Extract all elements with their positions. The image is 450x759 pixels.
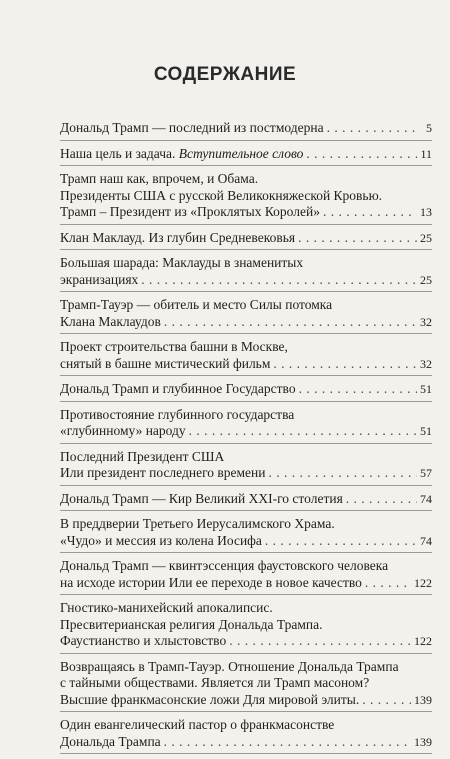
toc-entry-last-line bbox=[60, 465, 432, 482]
toc-entry-text bbox=[60, 491, 343, 508]
dot-leader bbox=[306, 146, 417, 163]
toc-entry bbox=[60, 558, 432, 595]
dot-leader bbox=[229, 633, 411, 650]
toc-entry-title: на исходе истории Или ее переходе в новое качество bbox=[60, 574, 362, 590]
toc-entry-last-line bbox=[60, 230, 432, 247]
toc-entry bbox=[60, 600, 432, 654]
page-number: 122 bbox=[414, 634, 432, 648]
toc-entry-title: Фаустианство и хлыстовство bbox=[60, 633, 227, 648]
toc-entry-line: Пресвитерианская религия Дональда Трампа. bbox=[60, 616, 323, 632]
toc-entry-text bbox=[60, 146, 303, 163]
dot-leader bbox=[273, 356, 417, 373]
toc-entry-last-line bbox=[60, 575, 432, 592]
dot-leader bbox=[298, 230, 417, 247]
toc-entry bbox=[60, 491, 432, 512]
toc-entry-last-line bbox=[60, 423, 432, 440]
toc-entry bbox=[60, 659, 432, 713]
toc-entry-last-line bbox=[60, 120, 432, 137]
page-number: 11 bbox=[420, 146, 432, 161]
toc-entry-title: Дональда Трампа bbox=[60, 733, 161, 749]
toc-entry-last-line bbox=[60, 633, 432, 650]
toc-entry bbox=[60, 449, 432, 486]
page-number: 74 bbox=[420, 491, 432, 506]
toc-entry-text bbox=[60, 356, 270, 373]
toc-entry bbox=[60, 339, 432, 376]
page-number: 139 bbox=[414, 692, 432, 707]
toc-entry-title: Дональд Трамп — Кир Великий XXI-го столетия bbox=[60, 490, 343, 506]
toc-entry-text bbox=[60, 314, 161, 331]
toc-entry bbox=[60, 297, 432, 334]
toc-entry-text bbox=[60, 230, 295, 247]
toc-entry-last-line bbox=[60, 491, 432, 508]
toc-entry-last-line bbox=[60, 314, 432, 331]
page-number: 139 bbox=[414, 734, 432, 749]
toc-entry-line: с тайными обществами. Является ли Трамп масоном? bbox=[60, 675, 370, 690]
toc-entry-title: Дональд Трамп — последний из постмодерна bbox=[60, 120, 324, 135]
toc-entry-line: Большая шарада: Маклауды в знаменитых bbox=[60, 255, 304, 270]
toc-entry-text bbox=[60, 633, 226, 650]
toc-entry-line: Последний Президент США bbox=[60, 448, 225, 464]
toc-entry-line: В преддверии Третьего Иерусалимского Храма. bbox=[60, 516, 335, 531]
toc-entry-line: Проект строительства башни в Москве, bbox=[60, 339, 288, 354]
toc-entry bbox=[60, 230, 432, 251]
toc-entry-last-line bbox=[60, 692, 432, 709]
dot-leader bbox=[189, 423, 417, 440]
page-number: 122 bbox=[414, 575, 432, 590]
toc-entry-title: «Чудо» и мессия из колена Иосифа bbox=[60, 532, 262, 548]
dot-leader bbox=[141, 272, 417, 289]
toc-entry bbox=[60, 255, 432, 292]
page-number: 51 bbox=[420, 424, 432, 438]
toc-entry-line: Возвращаясь в Трамп-Тауэр. Отношение Дональда Трампа bbox=[60, 658, 399, 674]
toc-entry-line: Один евангелический пастор о франкмасонстве bbox=[60, 717, 335, 732]
toc-entry-last-line bbox=[60, 272, 432, 289]
page-number: 13 bbox=[420, 205, 432, 219]
page-number: 32 bbox=[420, 314, 432, 329]
page-title: СОДЕРЖАНИЕ bbox=[153, 64, 297, 85]
toc-entry-text bbox=[60, 381, 296, 398]
dot-leader bbox=[362, 692, 411, 709]
toc-entry-line: Дональд Трамп — квинтэссенция фаустовского человека bbox=[60, 558, 389, 573]
toc-entry-last-line bbox=[60, 734, 432, 751]
dot-leader bbox=[365, 575, 411, 592]
table-of-contents bbox=[60, 120, 432, 759]
toc-entry-line: Трамп наш как, впрочем, и Обама. bbox=[60, 171, 259, 186]
toc-entry-title: «глубинному» народу bbox=[60, 423, 186, 438]
dot-leader bbox=[265, 533, 417, 550]
page-number: 57 bbox=[420, 466, 432, 480]
toc-entry-title: снятый в башне мистический фильм bbox=[60, 355, 271, 371]
toc-entry-line: Противостояние глубинного государства bbox=[60, 406, 295, 422]
toc-entry-line: Президенты США с русской Великокняжеской Кровью. bbox=[60, 187, 383, 203]
toc-entry bbox=[60, 171, 432, 225]
toc-entry-last-line bbox=[60, 533, 432, 550]
toc-entry bbox=[60, 381, 432, 402]
dot-leader bbox=[346, 491, 417, 508]
toc-entry-line: Трамп-Тауэр — обитель и место Силы потомка bbox=[60, 297, 333, 312]
toc-entry-text bbox=[60, 204, 320, 221]
toc-entry-title: Высшие франкмасонские ложи Для мировой элиты. bbox=[60, 691, 360, 707]
dot-leader bbox=[269, 465, 418, 482]
toc-entry-title: Или президент последнего времени bbox=[60, 465, 266, 480]
toc-entry-title: Клан Маклауд. Из глубин Средневековья bbox=[60, 229, 296, 245]
toc-entry-last-line bbox=[60, 146, 432, 163]
dot-leader bbox=[327, 120, 419, 137]
toc-entry-text bbox=[60, 465, 266, 482]
toc-entry bbox=[60, 120, 432, 141]
toc-entry bbox=[60, 717, 432, 754]
toc-entry bbox=[60, 146, 432, 167]
page-number: 32 bbox=[420, 356, 432, 371]
toc-entry-text bbox=[60, 423, 186, 440]
toc-entry-title: Дональд Трамп и глубинное Государство bbox=[60, 381, 296, 396]
toc-entry-text bbox=[60, 692, 359, 709]
toc-entry-last-line bbox=[60, 356, 432, 373]
toc-entry-title: Клана Маклаудов bbox=[60, 313, 161, 329]
dot-leader bbox=[164, 734, 411, 751]
toc-entry-text bbox=[60, 575, 362, 592]
toc-entry bbox=[60, 516, 432, 553]
page-number: 25 bbox=[420, 272, 432, 287]
dot-leader bbox=[164, 314, 417, 331]
page-number: 74 bbox=[420, 533, 432, 548]
toc-entry bbox=[60, 407, 432, 444]
toc-entry-line: Гностико-манихейский апокалипсис. bbox=[60, 600, 273, 615]
toc-entry-title: экранизациях bbox=[60, 271, 139, 287]
page-number: 51 bbox=[420, 382, 432, 396]
page-number: 25 bbox=[420, 230, 432, 245]
toc-entry-last-line bbox=[60, 381, 432, 398]
toc-entry-text bbox=[60, 120, 324, 137]
toc-entry-title: Трамп – Президент из «Проклятых Королей» bbox=[60, 204, 320, 219]
toc-entry-text bbox=[60, 272, 138, 289]
toc-entry-last-line bbox=[60, 204, 432, 221]
toc-entry-text bbox=[60, 533, 262, 550]
page-number: 5 bbox=[426, 121, 432, 135]
toc-entry-title: Наша цель и задача. bbox=[60, 145, 179, 161]
toc-entry-subtitle: Вступительное слово bbox=[178, 145, 304, 161]
toc-entry-text bbox=[60, 734, 161, 751]
dot-leader bbox=[299, 381, 417, 398]
dot-leader bbox=[323, 204, 417, 221]
